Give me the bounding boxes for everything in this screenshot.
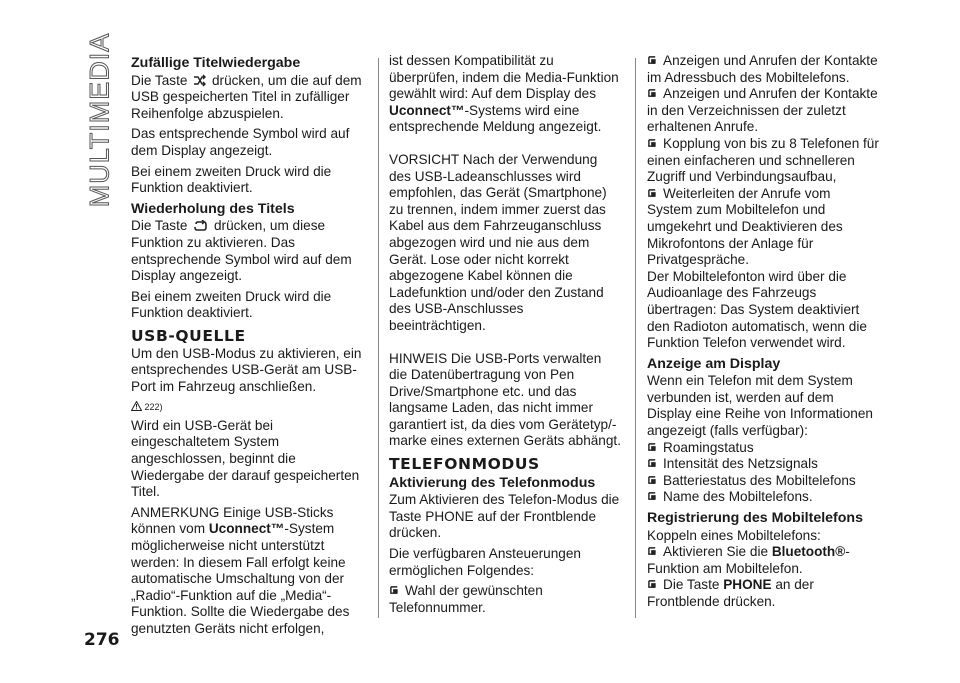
list-item: Name des Mobiltelefons. — [647, 489, 879, 506]
bullet-icon — [647, 580, 658, 589]
hint-paragraph: HINWEIS Die USB-Ports verwalten die Datenübertragung von Pen Drive/Smartphone etc. und das langsame Laden, das nicht immer garantiert ist, da dies vom Gerätetyp/-marke eines externen Geräts abhängt. — [389, 350, 621, 449]
usb-note: ANMERKUNG Einige USB-Sticks können vom Uconnect™-System möglicherweise nicht unterstützt werden: In diesem Fall erfolgt keine automatische Umschaltung von der „Radio“-Funktion auf die „Media“-Funktion. Sollte die Wiedergabe des genutzten Geräts nicht erfolgen, — [131, 504, 350, 636]
list-item: Intensität des Netzsignals — [647, 456, 879, 473]
list-item: Kopplung von bis zu 8 Telefonen für einen einfacheren und schnelleren Zugriff und Verbindungsaufbau, — [647, 135, 879, 185]
audio-transfer-paragraph: Der Mobiltelefonton wird über die Audioanlage des Fahrzeugs übertragen: Das System deaktiviert den Radioton automatisch, wenn die Funktion Telefon verwendet wird. — [647, 268, 867, 351]
column-divider — [378, 58, 379, 618]
list-item: Anzeigen und Anrufen der Kontakte in den Verzeichnissen der zuletzt erhaltenen Anrufe. — [647, 86, 878, 135]
section-label: MULTIMEDIA — [84, 32, 115, 208]
activate-paragraph-1: Zum Aktivieren des Telefon-Modus die Taste PHONE auf der Frontblende drücken. — [389, 492, 620, 541]
bullet-icon — [647, 476, 658, 485]
list-item: Batteriestatus des Mobiltelefons — [647, 473, 879, 490]
list-item: Anzeigen und Anrufen der Kontakte im Adressbuch des Mobiltelefons. — [647, 53, 878, 85]
list-item: Roamingstatus — [647, 440, 879, 457]
heading-register-phone: Registrierung des Mobiltelefons — [647, 510, 863, 527]
bullet-icon — [647, 89, 658, 98]
activate-paragraph-2: Die verfügbaren Ansteuerungen ermöglichen Folgendes: — [389, 546, 581, 578]
bullet-icon — [647, 443, 658, 452]
repeat-paragraph: Die Taste drücken, um diese Funktion zu aktivieren. Das entsprechende Symbol wird auf dem Display angezeigt. — [131, 218, 352, 284]
bullet-icon — [647, 547, 658, 556]
display-paragraph: Wenn ein Telefon mit dem System verbunden ist, werden auf dem Display eine Reihe von Informationen angezeigt (falls verfügbar): — [647, 373, 873, 439]
heading-phone-mode: TELEFONMODUS — [389, 455, 540, 474]
warning-reference: 222) — [131, 399, 364, 416]
bullet-icon — [389, 586, 400, 595]
heading-display: Anzeige am Display — [647, 355, 781, 372]
bullet-icon — [647, 189, 658, 198]
bullet-icon — [647, 492, 658, 501]
column-1 — [131, 53, 364, 642]
repeat-icon — [193, 220, 208, 232]
bullet-icon — [647, 139, 658, 148]
heading-activate-phone: Aktivierung des Telefonmodus — [389, 474, 596, 491]
list-item: Die Taste PHONE an der Frontblende drücken. — [647, 577, 814, 609]
column-divider — [635, 58, 636, 618]
list-item: Aktivieren Sie die Bluetooth®-Funktion am Mobiltelefon. — [647, 544, 850, 576]
random-paragraph-3: Bei einem zweiten Druck wird die Funktion deaktiviert. — [131, 163, 332, 196]
compat-paragraph: ist dessen Kompatibilität zu überprüfen, indem die Media-Funktion gewählt wird: Auf dem Display des Uconnect™-Systems wird eine entsprechende Meldung angezeigt. — [389, 53, 619, 135]
repeat-paragraph-2: Bei einem zweiten Druck wird die Funktion deaktiviert. — [131, 288, 332, 321]
shuffle-icon — [193, 74, 206, 87]
usb-paragraph-2: Wird ein USB-Gerät bei eingeschaltetem System angeschlossen, beginnt die Wiedergabe der darauf gespeicherten Titel. — [131, 417, 360, 500]
random-paragraph: Die Taste drücken, um die auf dem USB gespeicherten Titel in zufälliger Reihenfolge abzuspielen. — [131, 72, 362, 121]
random-paragraph-2: Das entsprechende Symbol wird auf dem Display angezeigt. — [131, 126, 350, 158]
list-item: Wahl der gewünschten Telefonnummer. — [389, 583, 543, 615]
heading-random-play: Zufällige Titelwiedergabe — [131, 55, 301, 71]
list-item: Weiterleiten der Anrufe vom System zum Mobiltelefon und umgekehrt und Deaktivieren des Mikrofontons der Anlage für Privatgespräche. — [647, 185, 843, 268]
warning-icon — [131, 401, 142, 411]
register-paragraph: Koppeln eines Mobiltelefons: — [647, 527, 821, 543]
caution-paragraph: VORSICHT Nach der Verwendung des USB-Ladeanschlusses wird empfohlen, das Gerät (Smartphone) zu trennen, indem immer zuerst das Kabel aus dem Fahrzeuganschluss abgezogen wird und nie aus dem Gerät. Lose oder nicht korrekt abgezogene Kabel können die Ladefunktion und/oder den Zustand des USB-Anschlusses beeinträchtigen. — [389, 151, 607, 333]
page-number: 276 — [84, 630, 120, 650]
section-tab — [84, 32, 116, 208]
bullet-icon — [647, 459, 658, 468]
column-2 — [389, 53, 621, 620]
bullet-icon — [647, 56, 658, 65]
column-3 — [647, 53, 879, 611]
heading-repeat: Wiederholung des Titels — [131, 200, 295, 217]
usb-paragraph-1: Um den USB-Modus zu aktivieren, ein entsprechendes USB-Gerät am USB-Port im Fahrzeug anschließen. — [131, 345, 362, 394]
heading-usb-source: USB-QUELLE — [131, 326, 246, 345]
